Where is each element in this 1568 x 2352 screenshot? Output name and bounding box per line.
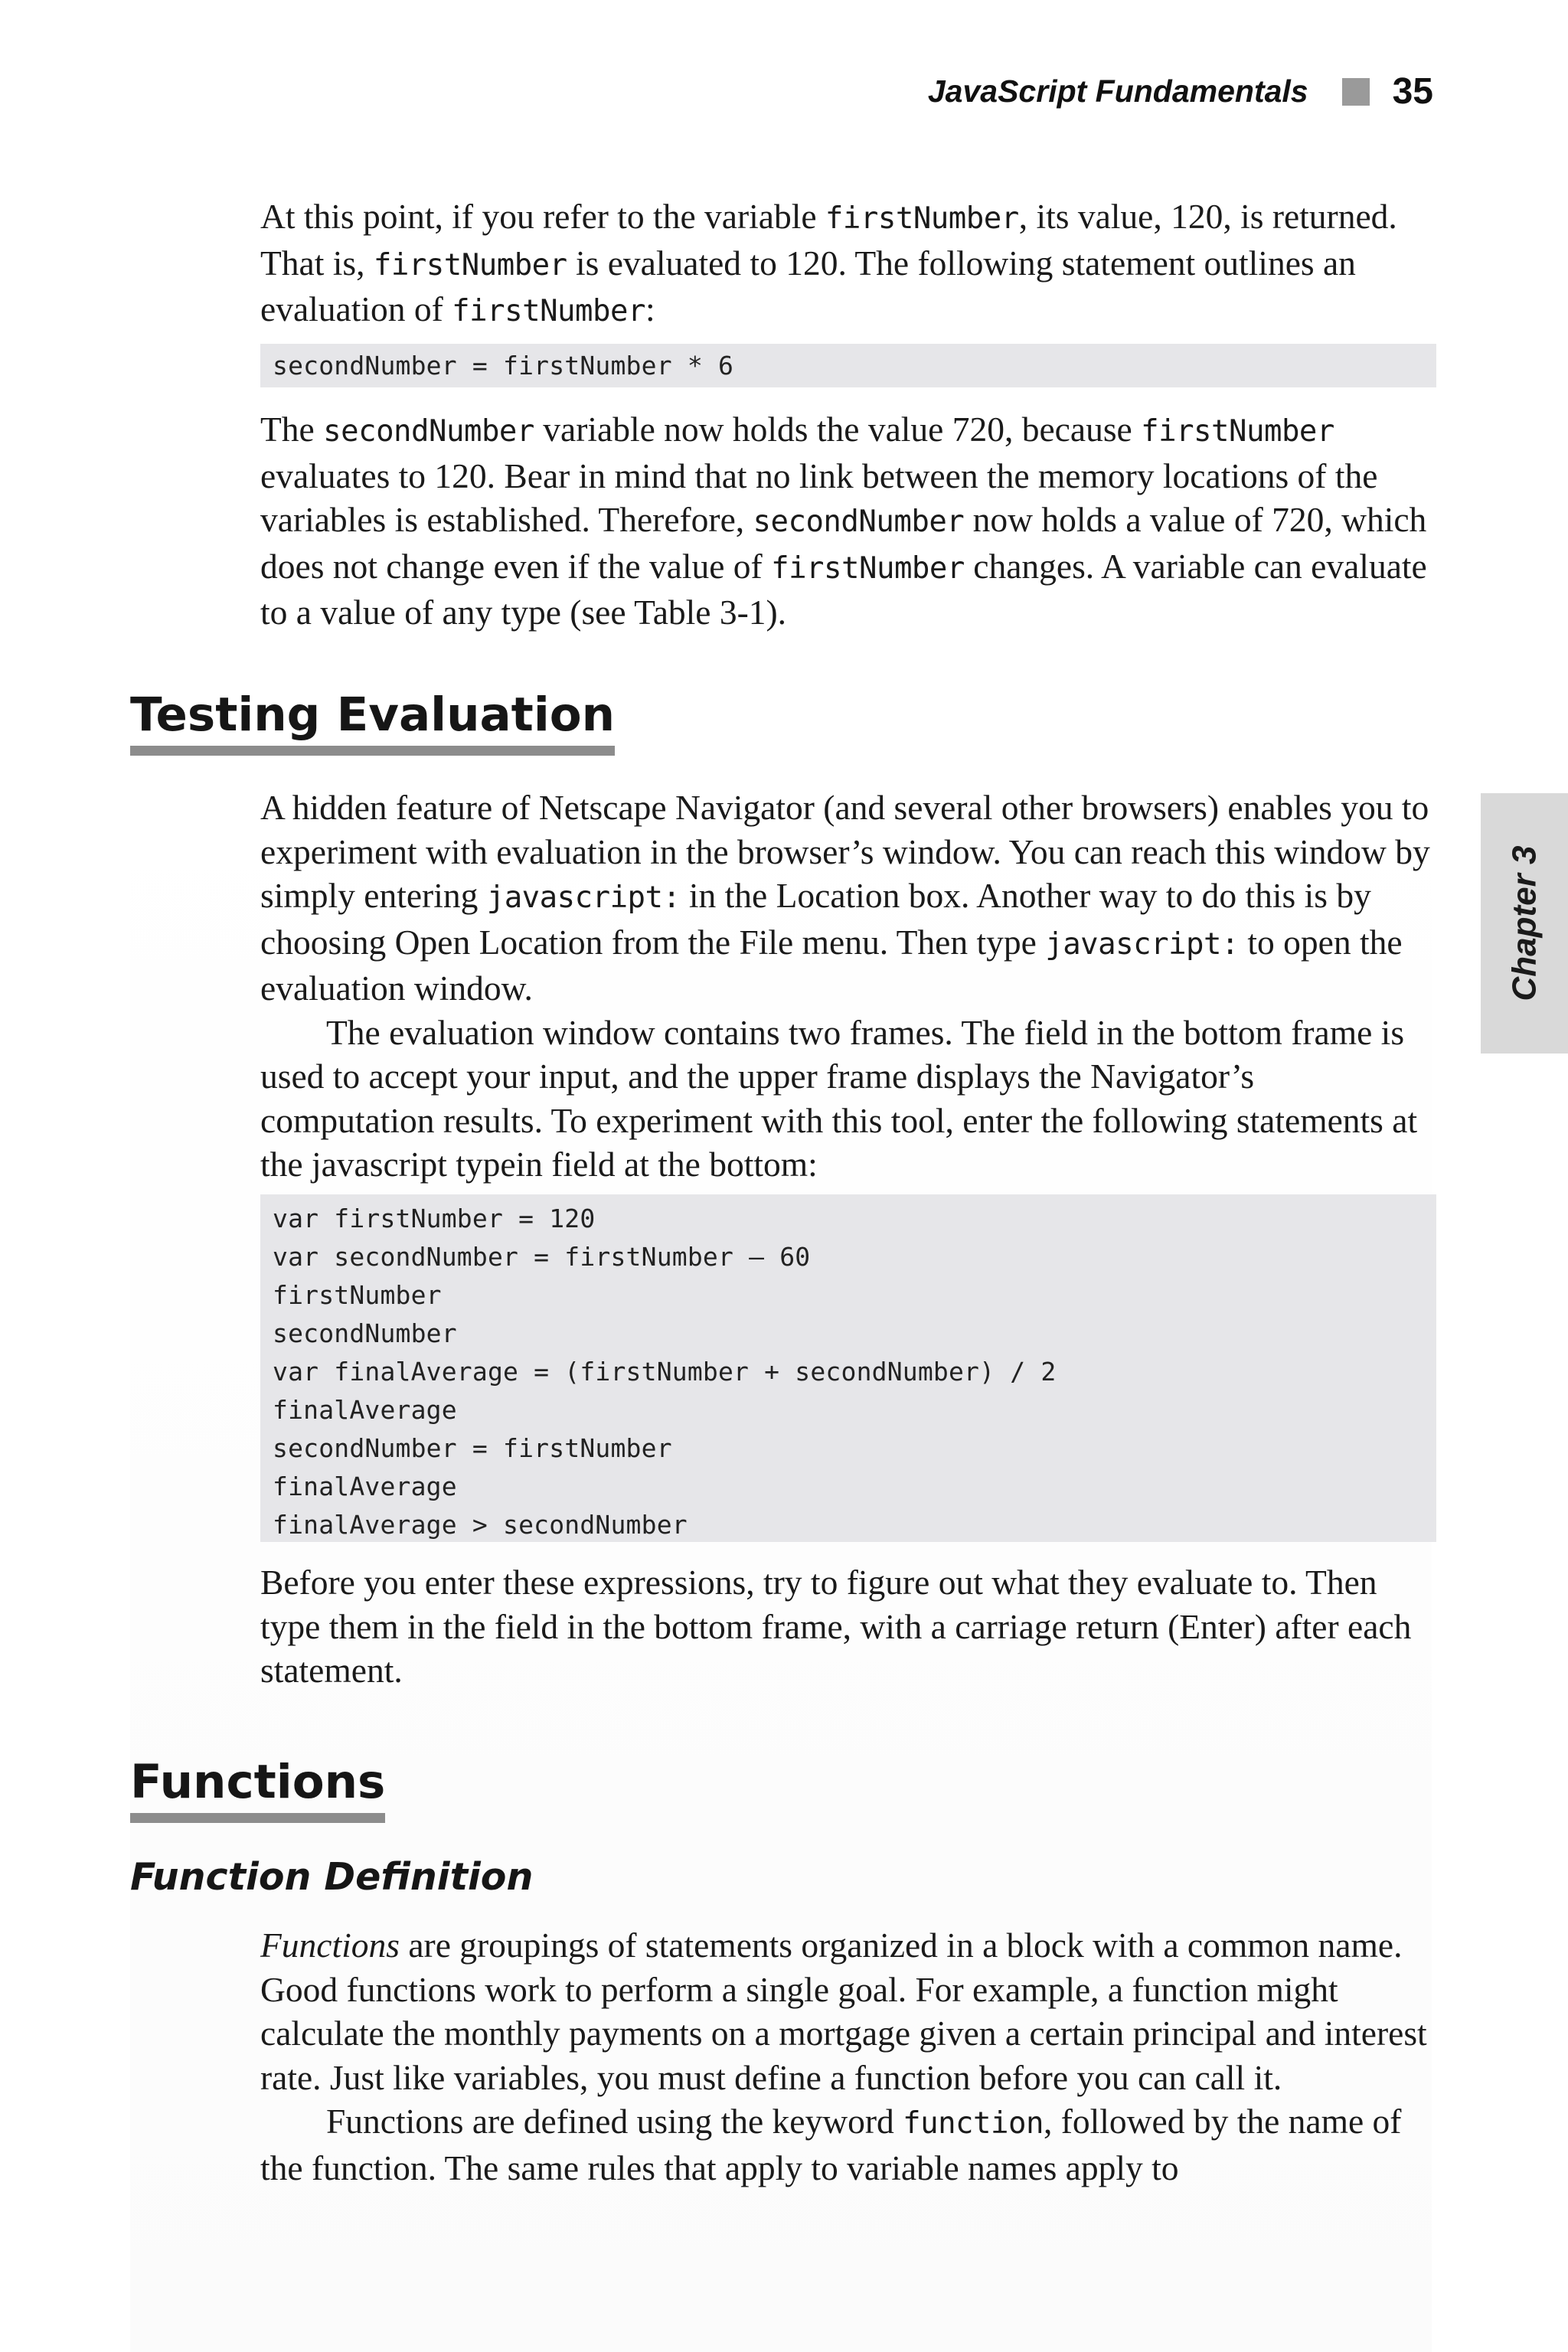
text: to open the evaluation window. [260, 922, 1403, 1008]
text: changes. A variable can evaluate to a value of any type (see Table 3-1). [260, 546, 1427, 632]
text: At this point, if you refer to the variable [260, 197, 825, 236]
code-line: var firstNumber = 120 [273, 1204, 596, 1233]
chapter-tab-label: Chapter 3 [1505, 845, 1544, 1001]
chapter-tab [1481, 793, 1568, 1054]
inline-code: firstNumber [373, 247, 567, 283]
code-line: secondNumber = firstNumber [273, 1433, 672, 1463]
text: are groupings of statements organized in a block with a common name. Good functions work to perform a single goal. For example, a function might calculate the monthly payments on a mortgage given a certain principal and interest rate. Just like variables, you must define a function before you can call it. [260, 1926, 1427, 2097]
page-number: 35 [1392, 71, 1433, 112]
inline-code: javascript: [1045, 926, 1239, 962]
inline-code: secondNumber [753, 505, 965, 539]
functions-paragraph-1 [260, 1923, 1436, 2190]
code-line: finalAverage [273, 1472, 457, 1501]
section-heading-testing: Testing Evaluation [130, 688, 615, 756]
text: is evaluated to 120. The following statement outlines an evaluation of [260, 243, 1356, 328]
testing-paragraph-3 [260, 1560, 1436, 1693]
inline-code: javascript: [486, 880, 681, 915]
text: The [260, 410, 324, 449]
text: , followed by the name of the function. The same rules that apply to variable names apply to [260, 2102, 1402, 2187]
code-line: finalAverage > secondNumber [273, 1510, 688, 1540]
code-line: finalAverage [273, 1395, 457, 1425]
subsection-heading-function-definition: Function Definition [130, 1855, 534, 1899]
text: evaluates to 120. Bear in mind that no link between the memory locations of the variables is established. Therefore, [260, 456, 1378, 539]
running-header [928, 70, 1433, 113]
inline-code: function [903, 2106, 1044, 2141]
inline-code: firstNumber [452, 294, 645, 328]
code-line: var finalAverage = (firstNumber + secondNumber) / 2 [273, 1357, 1057, 1387]
testing-paragraph-1 [260, 786, 1436, 1187]
text: variable now holds the value 720, because [534, 410, 1142, 449]
text: now holds a value of 720, which does not change even if the value of [260, 500, 1427, 586]
section-heading-functions: Functions [130, 1755, 385, 1823]
code-line: secondNumber = firstNumber * 6 [273, 351, 734, 381]
header-square-icon [1342, 78, 1370, 106]
text: , its value, 120, is returned. That is, [260, 197, 1397, 283]
text: Before you enter these expressions, try to figure out what they evaluate to. Then type them in the field in the bottom frame, with a carriage return (Enter) after each statement. [260, 1563, 1412, 1690]
functions-paragraph-2 [260, 2099, 1436, 2190]
inline-code: firstNumber [825, 201, 1019, 236]
text: in the Location box. Another way to do this is by choosing Open Location from the File menu. Then type [260, 876, 1371, 962]
defined-term: Functions [260, 1926, 400, 1965]
text: : [645, 289, 655, 328]
inline-code: firstNumber [1141, 414, 1334, 449]
code-block-2 [260, 1194, 1436, 1542]
code-block-1 [260, 344, 1436, 387]
code-line: secondNumber [273, 1318, 457, 1348]
intro-paragraph-2 [260, 407, 1436, 635]
text: Functions are defined using the keyword [326, 2102, 903, 2141]
code-line: firstNumber [273, 1280, 442, 1310]
code-line: var secondNumber = firstNumber – 60 [273, 1242, 811, 1272]
intro-paragraph-1 [260, 194, 1436, 334]
text: A hidden feature of Netscape Navigator (and several other browsers) enables you to experiment with evaluation in the browser’s window. You can reach this window by simply entering [260, 788, 1430, 915]
testing-paragraph-2: The evaluation window contains two frames. The field in the bottom frame is used to accept your input, and the upper frame displays the Navigator’s computation results. To experiment with this tool, enter the following statements at the javascript typein field at the bottom: [260, 1012, 1418, 1184]
running-title: JavaScript Fundamentals [927, 74, 1308, 109]
inline-code: firstNumber [771, 550, 965, 586]
inline-code: secondNumber [323, 414, 534, 449]
